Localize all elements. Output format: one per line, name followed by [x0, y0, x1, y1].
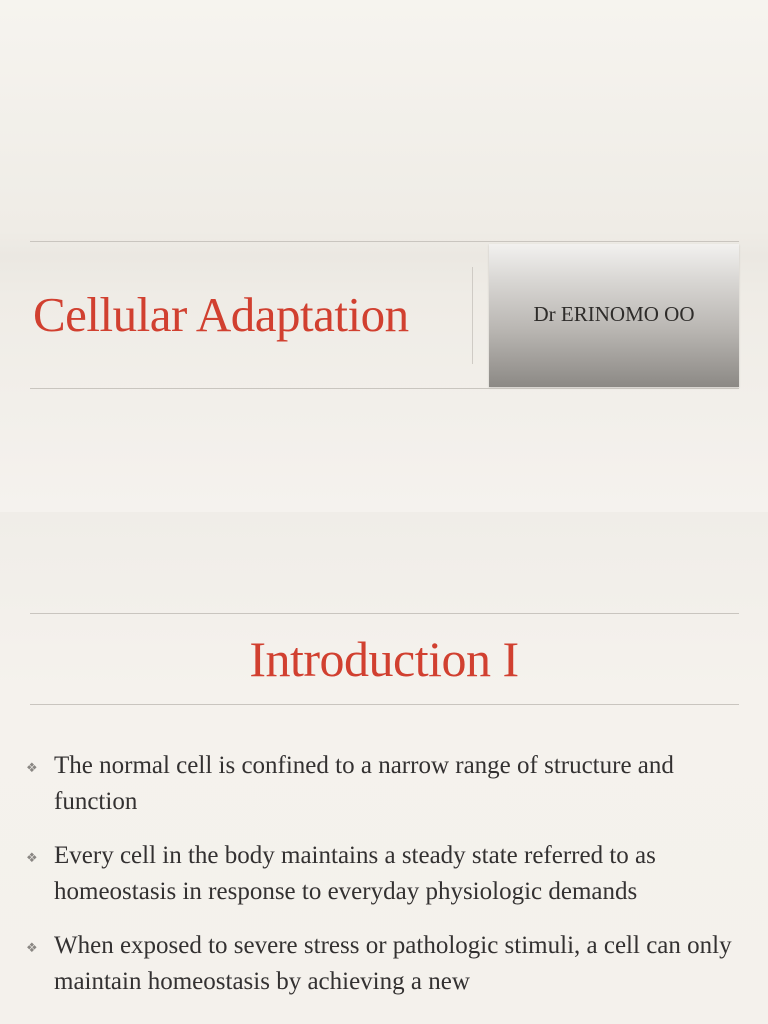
bullet-text: Every cell in the body maintains a steady state referred to as homeostasis in response to everyday physiologic demands [54, 842, 656, 905]
diamond-bullet-icon: ❖ [26, 760, 38, 775]
diamond-bullet-icon: ❖ [26, 940, 38, 955]
author-panel [489, 244, 739, 387]
vertical-divider [472, 267, 473, 364]
author-name: Dr ERINOMO OO [533, 302, 695, 326]
bullet-text: When exposed to severe stress or pathologic stimuli, a cell can only maintain homeostasis by achieving a new [54, 932, 732, 995]
top-divider [30, 241, 739, 242]
bottom-divider [30, 388, 739, 389]
slide-title: Cellular Adaptation [33, 287, 409, 342]
list-item [0, 838, 768, 910]
slide-heading: Introduction I [249, 631, 519, 687]
content-slide [0, 512, 768, 1024]
list-item [0, 748, 768, 820]
top-divider [30, 613, 739, 614]
list-item [0, 928, 768, 1000]
bullet-text: The normal cell is confined to a narrow range of structure and function [54, 752, 674, 815]
bullet-list [0, 748, 768, 1018]
diamond-bullet-icon: ❖ [26, 850, 38, 865]
bottom-divider [30, 704, 739, 705]
